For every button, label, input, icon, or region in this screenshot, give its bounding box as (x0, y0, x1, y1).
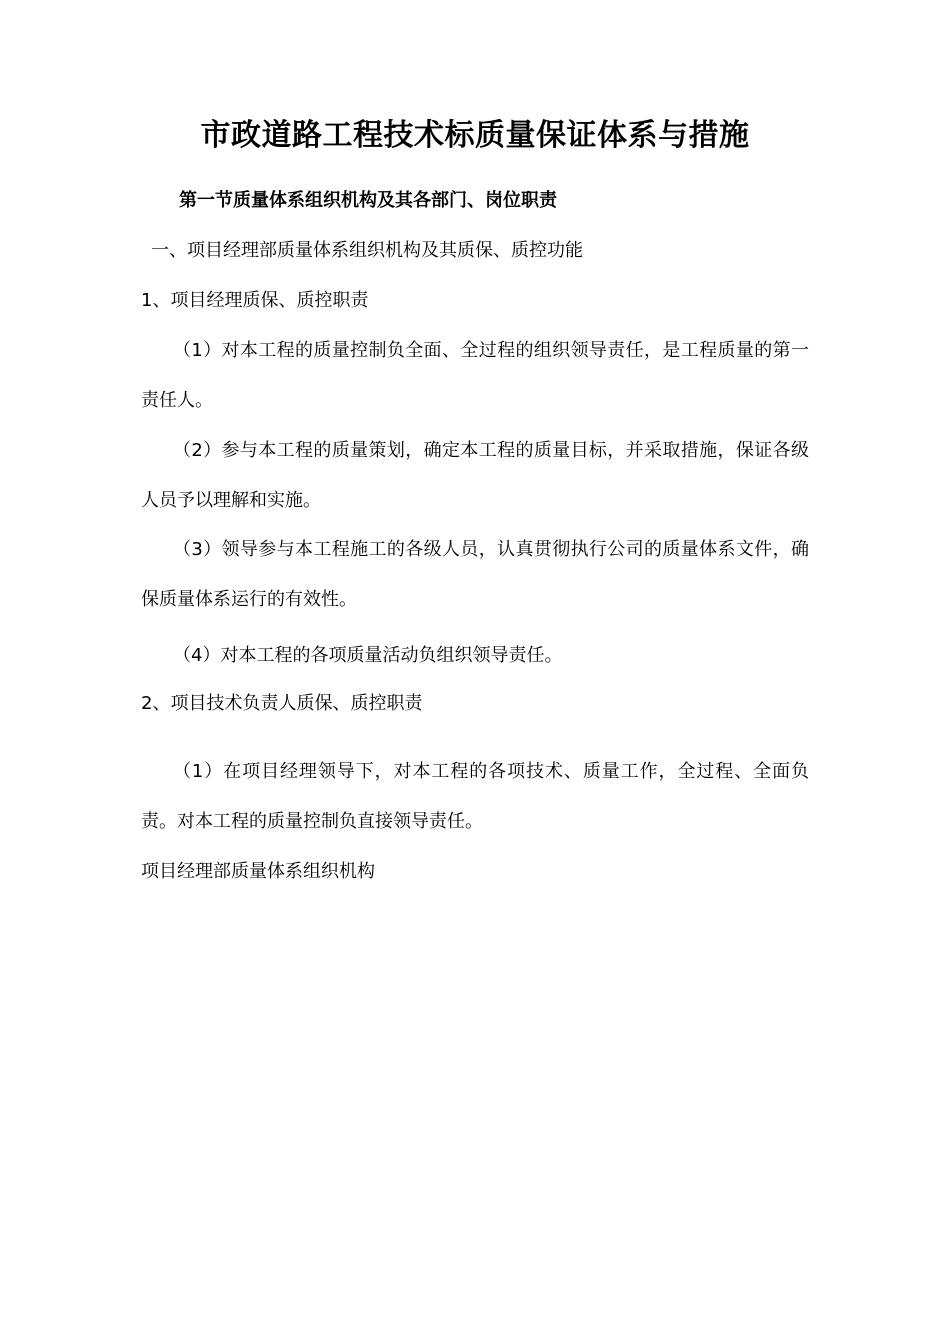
item-1-paragraph-3: （3）领导参与本工程施工的各级人员，认真贯彻执行公司的质量体系文件，确保质量体系运行的有效性。 (141, 539, 809, 610)
document-title: 市政道路工程技术标质量保证体系与措施 (200, 118, 750, 153)
item-1-heading: 1、项目经理质保、质控职责 (141, 290, 369, 311)
section-heading: 第一节质量体系组织机构及其各部门、岗位职责 (179, 190, 557, 211)
item-2-heading: 2、项目技术负责人质保、质控职责 (141, 693, 423, 714)
item-2-paragraph-1: （1）在项目经理领导下，对本工程的各项技术、质量工作，全过程、全面负责。对本工程的质量控制负直接领导责任。 (141, 761, 809, 832)
item-1-paragraph-1: （1）对本工程的质量控制负全面、全过程的组织领导责任，是工程质量的第一责任人。 (141, 340, 809, 411)
item-1-paragraph-4: （4）对本工程的各项质量活动负组织领导责任。 (173, 645, 563, 666)
figure-caption: 项目经理部质量体系组织机构 (141, 861, 375, 882)
subheading-1: 一、项目经理部质量体系组织机构及其质保、质控功能 (151, 240, 583, 261)
item-1-paragraph-2: （2）参与本工程的质量策划，确定本工程的质量目标，并采取措施，保证各级人员予以理解和实施。 (141, 440, 809, 511)
